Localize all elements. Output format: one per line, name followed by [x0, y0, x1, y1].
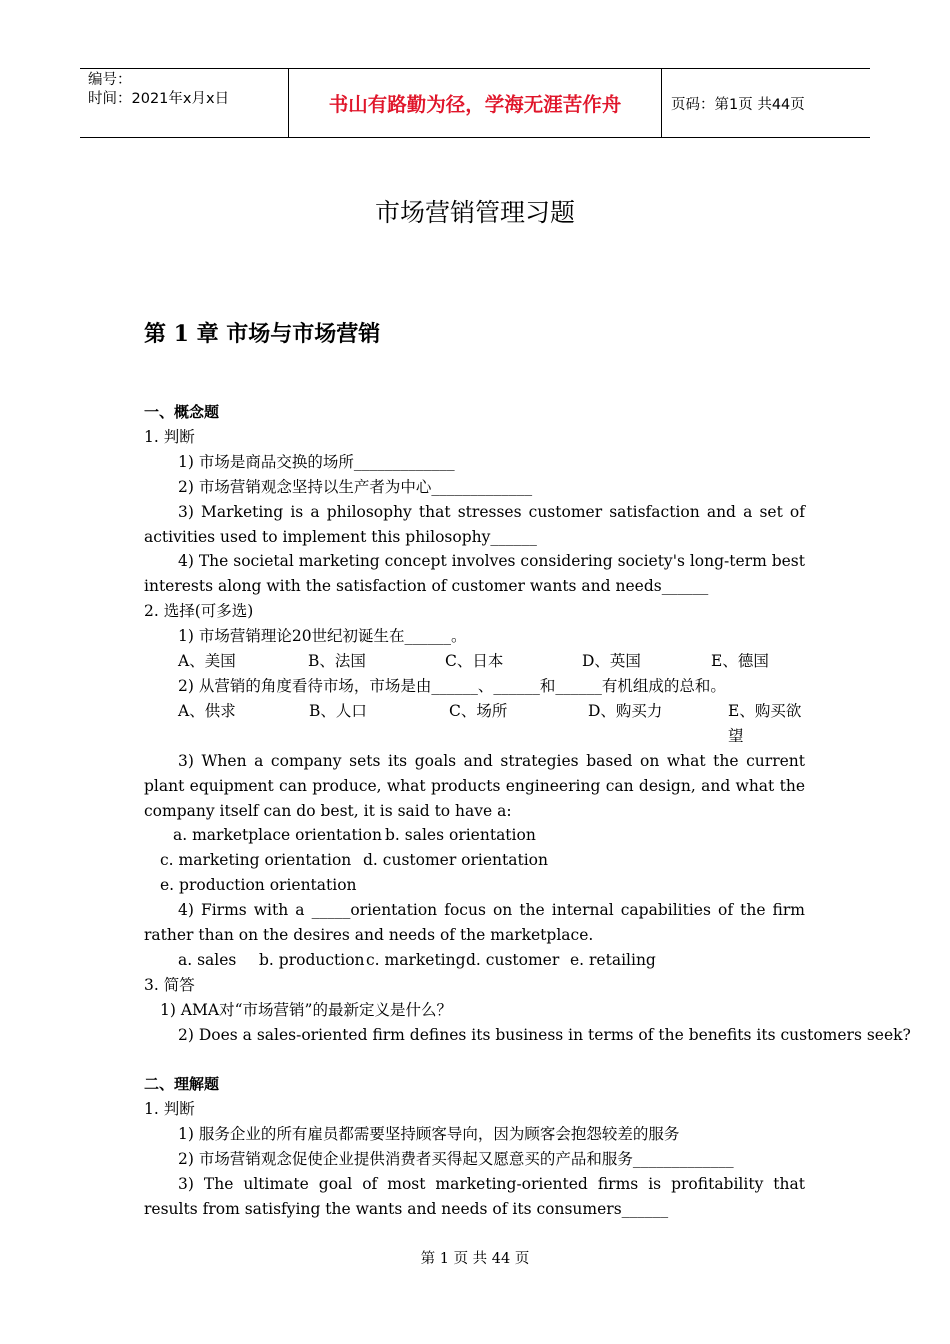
option: e. retailing	[570, 950, 656, 969]
option: d. customer orientation	[363, 851, 548, 870]
date-label: 时间：2021年x月x日	[88, 91, 230, 107]
header-motto: 书山有路勤为径，学海无涯苦作舟	[289, 69, 662, 137]
question-group: 1. 判断	[144, 1100, 195, 1119]
question-item: 3) The ultimate goal of most marketing-oriented firms is profitability that results from satisfying the wants and needs of its consumers______	[144, 1175, 805, 1218]
page-header	[80, 68, 870, 138]
question-item: 2) 从营销的角度看待市场，市场是由______、______和______有机组成的总和。	[178, 676, 726, 695]
option: d. customer	[466, 950, 560, 969]
question-item: 2) Does a sales-oriented firm defines its business in terms of the benefits its customers seek?	[178, 1025, 911, 1044]
question-item: 3) When a company sets its goals and strategies based on what the current plant equipment can produce, what products engineering can design, and what the company itself can do best, it is said to have a:	[144, 751, 805, 820]
question-item: 3) Marketing is a philosophy that stresses customer satisfaction and a set of activities used to implement this philosophy______	[144, 502, 805, 546]
question-item: 1) AMA对“市场营销”的最新定义是什么？	[160, 1000, 452, 1019]
options-row	[144, 699, 805, 749]
question-item: 2) 市场营销观念促使企业提供消费者买得起又愿意买的产品和服务_____________	[178, 1150, 734, 1169]
question-group: 2. 选择(可多选)	[144, 602, 254, 621]
options-row	[144, 649, 805, 674]
option: c. marketing	[366, 950, 466, 969]
option: E、购买欲望	[728, 701, 802, 745]
option: e. production orientation	[160, 876, 357, 895]
question-item: 1) 市场是商品交换的场所_____________	[178, 452, 455, 471]
header-meta	[80, 69, 289, 137]
question-item: 1) 市场营销理论20世纪初诞生在______。	[178, 627, 467, 646]
option: B、法国	[308, 652, 366, 671]
option: c. marketing orientation	[160, 851, 352, 870]
question-group: 1. 判断	[144, 427, 195, 446]
question-item: 4) Firms with a _____orientation focus on the internal capabilities of the firm rather than on the desires and needs of the marketplace.	[144, 901, 805, 945]
option: C、日本	[445, 652, 504, 671]
option: D、购买力	[588, 701, 663, 720]
page-footer: 第 1 页 共 44 页	[420, 1251, 530, 1267]
option: E、德国	[711, 652, 769, 671]
exercise-content	[144, 400, 911, 1222]
option: C、场所	[449, 701, 508, 720]
question-item: 1) 服务企业的所有雇员都需要坚持顾客导向，因为顾客会抱怨较差的服务	[178, 1125, 680, 1144]
chapter-heading: 第 1 章 市场与市场营销	[144, 321, 381, 347]
number-label: 编号：	[88, 72, 132, 88]
option: a. marketplace orientation	[173, 826, 382, 845]
option: B、人口	[309, 701, 367, 720]
question-group: 3. 简答	[144, 975, 195, 994]
question-item: 2) 市场营销观念坚持以生产者为中心_____________	[178, 477, 533, 496]
option: b. sales orientation	[385, 826, 536, 845]
document-title: 市场营销管理习题	[374, 198, 575, 227]
option: A、供求	[178, 701, 236, 720]
question-item: 4) The societal marketing concept involves considering society's long-term best interests along with the satisfaction of customer wants and needs______	[144, 552, 805, 596]
option: a. sales	[178, 950, 237, 969]
section-heading: 二、理解题	[144, 1075, 220, 1094]
option: A、美国	[178, 652, 236, 671]
options-row	[144, 823, 805, 848]
options-row	[144, 948, 805, 973]
option: D、英国	[582, 652, 641, 671]
section-heading: 一、概念题	[144, 403, 220, 421]
header-page-info: 页码：第1页 共44页	[671, 96, 805, 113]
option: b. production	[259, 950, 365, 969]
options-row	[144, 848, 805, 873]
